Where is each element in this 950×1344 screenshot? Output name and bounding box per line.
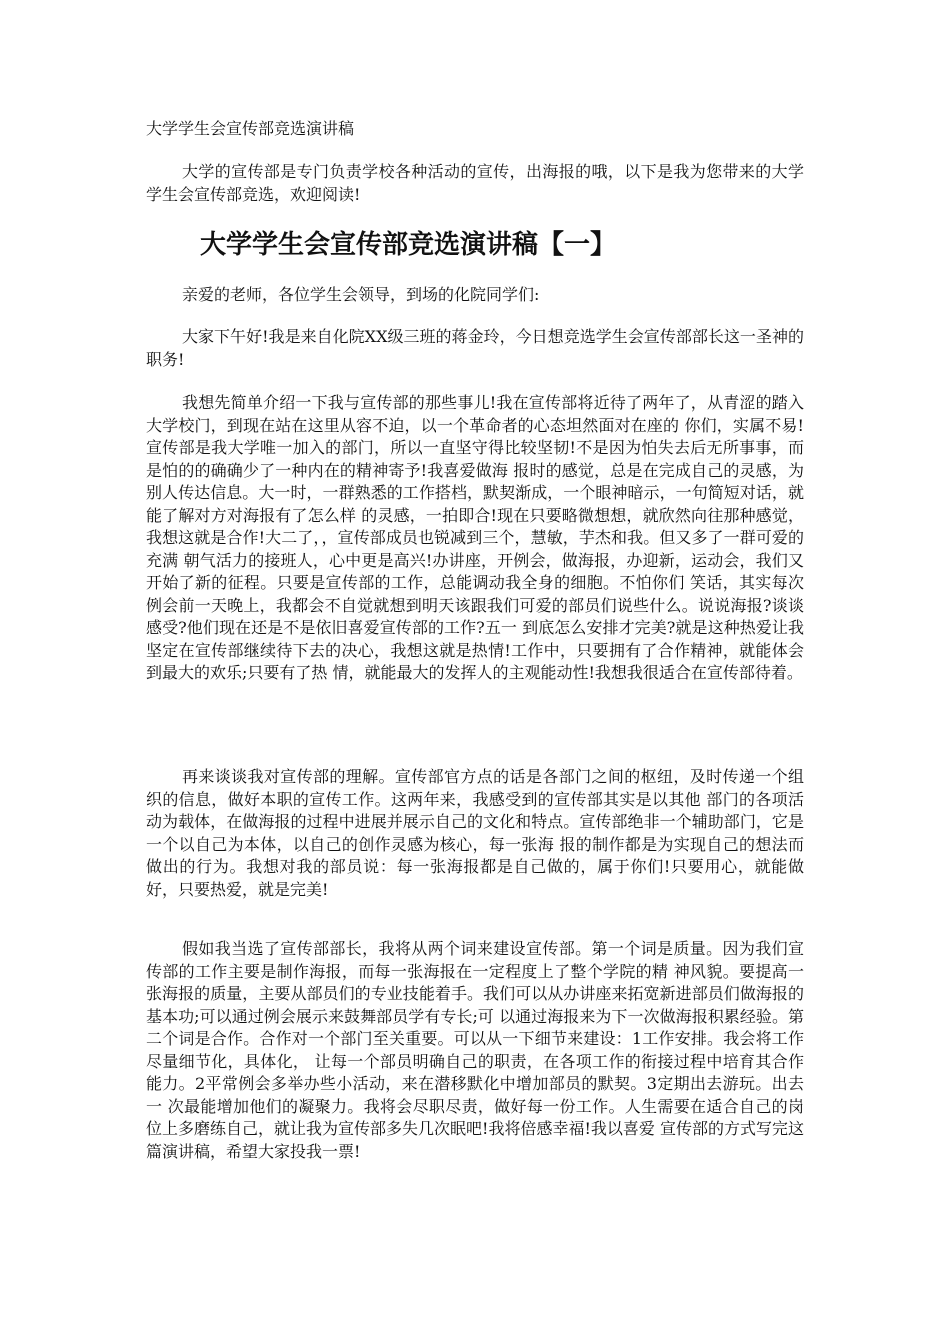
understanding-paragraph: 再来谈谈我对宣传部的理解。宣传部官方点的话是各部门之间的枢纽，及时传递一个组织的信息，做好本职的宣传工作。这两年来，我感受到的宣传部其实是以其他 部门的各项活动为载体，在做海报的过程中进展并展示自己的文化和特点。宣传部绝非一个辅助部门，它是一个以自己为本体，以自己的创作灵感为核心，每一张海 报的制作都是为实现自己的想法而做出的行为。我想对我的部员说：每一张海报都是自己做的，属于你们!只要用心，就能做好，只要热爱，就是完美! [146,767,804,899]
section-heading: 大学学生会宣传部竞选演讲稿【一】 [200,230,617,260]
self-intro-paragraph: 大家下午好!我是来自化院XX级三班的蒋金玲，今日想竞选学生会宣传部部长这一圣神的职务! [146,327,804,369]
plan-paragraph: 假如我当选了宣传部部长，我将从两个词来建设宣传部。第一个词是质量。因为我们宣传部的工作主要是制作海报，而每一张海报在一定程度上了整个学院的精 神风貌。要提高一张海报的质量，主要从部员们的专业技能着手。我们可以从办讲座来拓宽新进部员们做海报的基本功;可以通过例会展示来鼓舞部员学有专长;可 以通过海报来为下一次做海报积累经验。第二个词是合作。合作对一个部门至关重要。可以从一下细节来建设：1工作安排。我会将工作尽量细节化，具体化， 让每一个部员明确自己的职责，在各项工作的衔接过程中培育其合作能力。2平常例会多举办些小活动，来在潜移默化中增加部员的默契。3定期出去游玩。出去一 次最能增加他们的凝聚力。我将会尽职尽责，做好每一份工作。人生需要在适合自己的岗位上多磨练自己，就让我为宣传部多失几次眠吧!我将倍感幸福!我以喜爱 宣传部的方式写完这篇演讲稿，希望大家投我一票! [146,939,804,1161]
intro-paragraph: 大学的宣传部是专门负责学校各种活动的宣传，出海报的哦，以下是我为您带来的大学学生会宣传部竞选，欢迎阅读! [146,162,804,204]
story-paragraph: 我想先简单介绍一下我与宣传部的那些事儿!我在宣传部将近待了两年了，从青涩的踏入大学校门，到现在站在这里从容不迫，以一个革命者的心态坦然面对在座的 你们，实属不易!宣传部是我大学唯一加入的部门，所以一直坚守得比较坚韧!不是因为怕失去后无所事事，而是怕的的确确少了一种内在的精神寄予!我喜爱做海 报时的感觉，总是在完成自己的灵感，为别人传达信息。大一时，一群熟悉的工作搭档，默契渐成，一个眼神暗示，一句简短对话，就能了解对方对海报有了怎么样 的灵感，一拍即合!现在只要略微想想，就欣然向往那种感觉，我想这就是合作!大二了，，宣传部成员也锐减到三个，慧敏，芋杰和我。但又多了一群可爱的充满 朝气活力的接班人，心中更是高兴!办讲座，开例会，做海报，办迎新，运动会，我们又开始了新的征程。只要是宣传部的工作，总能调动我全身的细胞。不怕你们 笑话，其实每次例会前一天晚上，我都会不自觉就想到明天该跟我们可爱的部员们说些什么。说说海报?谈谈感受?他们现在还是不是依旧喜爱宣传部的工作?五一 到底怎么安排才完美?就是这种热爱让我坚定在宣传部继续待下去的决心，我想这就是热情!工作中，只要拥有了合作精神，就能体会到最大的欢乐;只要有了热 情，就能最大的发挥人的主观能动性!我想我很适合在宣传部待着。 [146,393,804,682]
document-title: 大学学生会宣传部竞选演讲稿 [146,119,355,138]
greeting-paragraph: 亲爱的老师，各位学生会领导，到场的化院同学们: [182,285,540,304]
